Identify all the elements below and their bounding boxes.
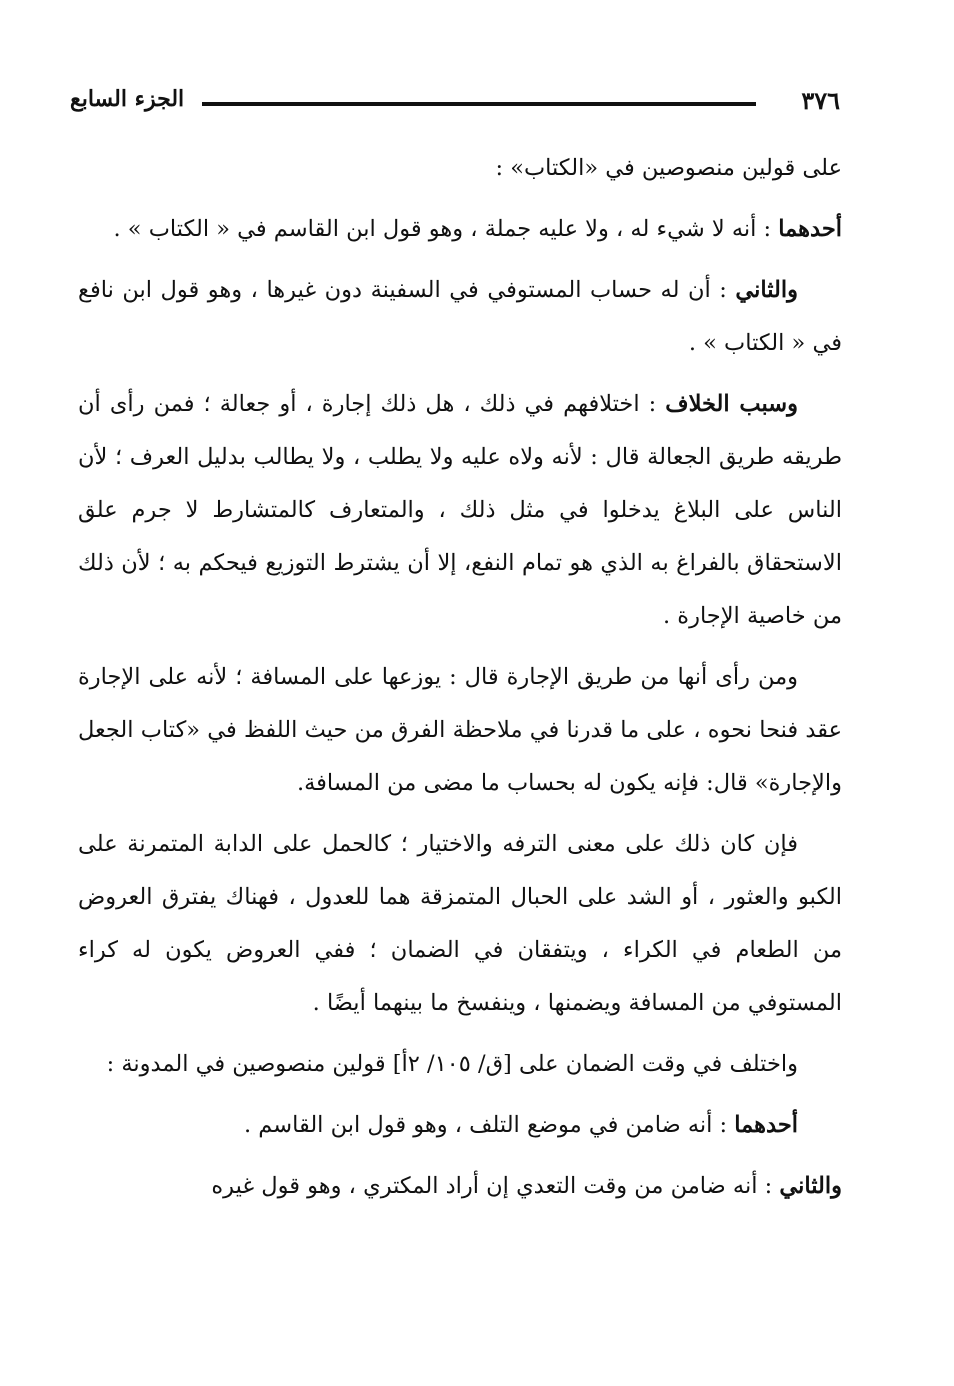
paragraph-text: ومن رأى أنها من طريق الإجارة قال : يوزعها على المسافة ؛ لأنه على الإجارة عقد فنحا نحوه ، على ما قدرنا في ملاحظة الفرق من حيث اللفظ في «كتاب الجعل والإجارة» قال: فإنه يكون له بحساب ما مضى من المسافة.: [78, 664, 842, 796]
paragraph-text: : اختلافهم في ذلك ، هل ذلك إجارة ، أو جعالة ؛ فمن رأى أن طريقه طريق الجعالة قال : لأنه ولاه عليه ولا يطلب ، ولا يطالب بدليل العرف ؛ لأن الناس على البلاغ يدخلوا في مثل ذلك ، والمتعارف كالمتشارط لا جرم علق الاستحقاق بالفراغ به الذي هو تمام النفع، إلا أن يشترط التوزيع فيحكم به ؛ لأن ذلك من خاصية الإجارة .: [78, 391, 842, 629]
paragraph-text: : أنه ضامن من وقت التعدي إن أراد المكتري ، وهو قول غيره: [211, 1173, 780, 1199]
paragraph-3: [78, 264, 842, 370]
paragraph-8: [78, 1099, 842, 1152]
paragraph-text: : أن له حساب المستوفي في السفينة دون غيرها ، وهو قول ابن نافع في « الكتاب » .: [78, 277, 842, 356]
paragraph-lead: والثاني: [735, 277, 798, 303]
running-title: الجزء السابع: [70, 86, 185, 112]
paragraph-lead: والثاني: [779, 1173, 842, 1199]
paragraph-text: : أنه لا شيء له ، ولا عليه جملة ، وهو قول ابن القاسم في « الكتاب » .: [113, 216, 779, 242]
body-text: [78, 142, 842, 1221]
paragraph-6: [78, 818, 842, 1030]
paragraph-text: : أنه ضامن في موضع التلف ، وهو قول ابن القاسم .: [243, 1112, 735, 1138]
paragraph-5: [78, 651, 842, 810]
page-number: ٣٧٦: [801, 86, 840, 115]
paragraph-2: [78, 203, 842, 256]
paragraph-text: واختلف في وقت الضمان على [ق/ ١٠٥/ ٢أ] قولين منصوصين في المدونة :: [106, 1051, 798, 1077]
paragraph-lead: وسبب الخلاف: [665, 391, 798, 417]
page-header: [70, 82, 840, 128]
paragraph-lead: أحدهما: [734, 1112, 798, 1138]
paragraph-4: [78, 378, 842, 643]
header-rule: [202, 102, 756, 106]
paragraph-text: فإن كان ذلك على معنى الترفه والاختيار ؛ كالحمل على الدابة المتمرنة على الكبو والعثور ، أو الشد على الحبال المتمزقة هما للعدول ، فهناك يفترق العروض من الطعام في الكراء ، ويتفقان في الضمان ؛ ففي العروض يكون له كراء المستوفي من المسافة ويضمنها ، وينفسخ ما بينهما أيضًا .: [78, 831, 842, 1016]
paragraph-text: على قولين منصوصين في «الكتاب» :: [495, 155, 842, 181]
paragraph-1: [78, 142, 842, 195]
paragraph-lead: أحدهما: [778, 216, 842, 242]
paragraph-7: [78, 1038, 842, 1091]
paragraph-9: [78, 1160, 842, 1213]
